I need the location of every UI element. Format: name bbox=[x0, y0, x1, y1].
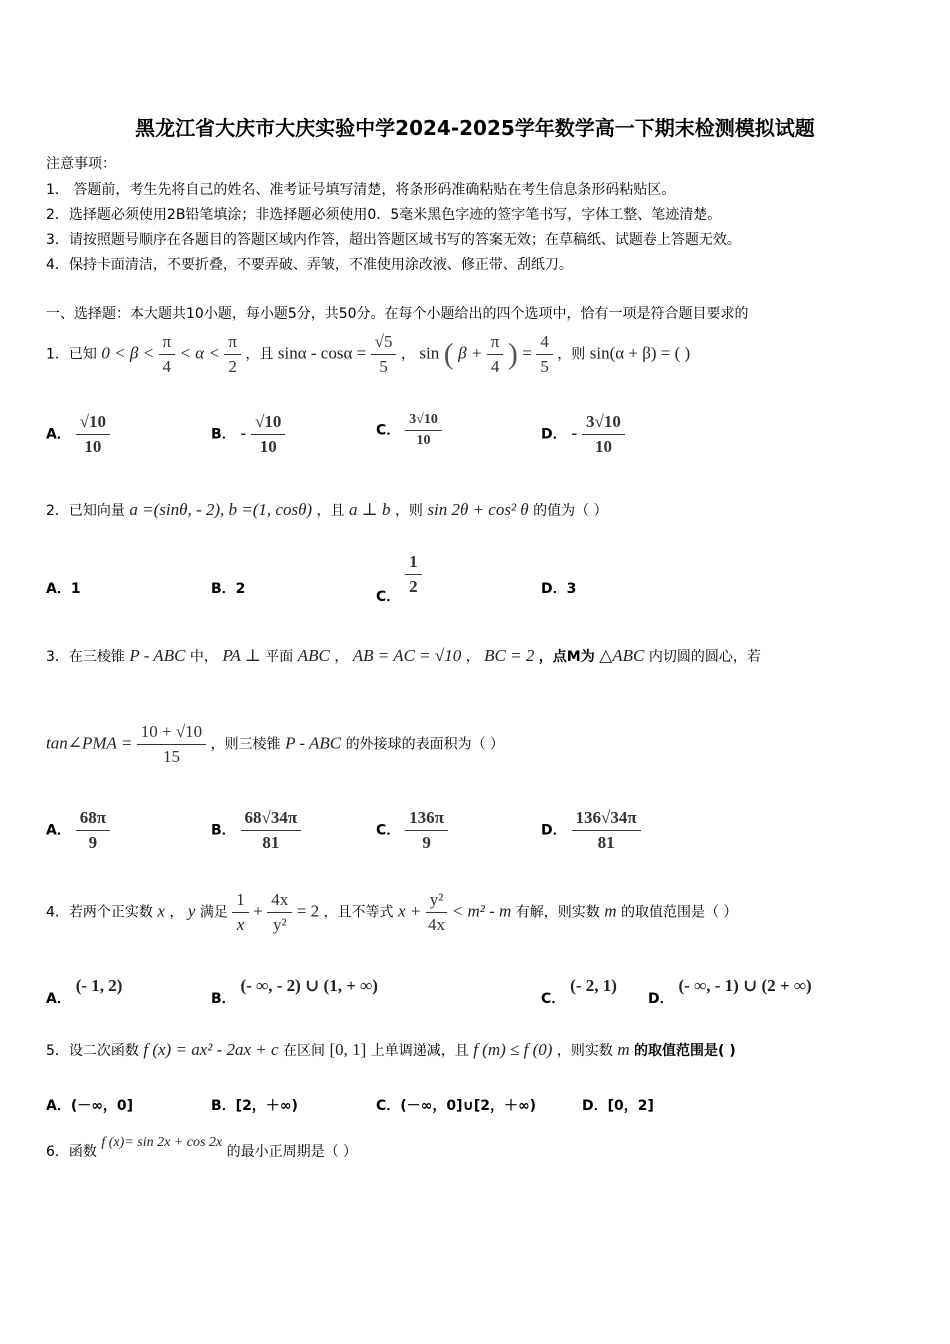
q3-bc: BC = 2 bbox=[484, 646, 535, 665]
q1-ask: sin(α + β) = ( ) bbox=[589, 343, 691, 363]
q4-option-d: D． (- ∞, - 1) ∪ (2 + ∞) bbox=[648, 976, 812, 1007]
q1-and: ，且 bbox=[245, 346, 274, 363]
notice-item: 2．选择题必须使用2B铅笔填涂；非选择题必须使用0．5毫米黑色字迹的签字笔书写，字体工整、笔迹清楚。 bbox=[46, 207, 722, 223]
notice-heading: 注意事项： bbox=[46, 156, 116, 172]
q3-option-c: C． $\frac{136\pi}{9}$ bbox=[376, 808, 448, 853]
q1-sin: sin bbox=[419, 343, 440, 363]
page-title: 黑龙江省大庆市大庆实验中学2024-2025学年数学高一下期末检测模拟试题 bbox=[135, 116, 815, 140]
q2-expression: sin 2θ + cos² θ bbox=[427, 500, 529, 519]
q1-alpha-range: < α < bbox=[179, 343, 220, 363]
q4-option-b: B． (- ∞, - 2) ∪ (1, + ∞) bbox=[211, 976, 378, 1007]
question-4: 4．若两个正实数 x ， y 满足 $\frac{1}{x}$ + $\frac{4x}{\text{y²}}$ = 2 ，且不等式 x + $\frac{\text{y²}}{4x}$ < m² - m 有解，则实数 m 的取值范围是（ ） bbox=[46, 890, 738, 934]
q1-option-d: D． - $\frac{3√10}{10}$ bbox=[541, 412, 625, 457]
q1-frac-pi2: $\frac{\pi}{2}$ bbox=[224, 332, 241, 377]
q1-then: ，则 bbox=[557, 346, 586, 363]
question-1: 1．已知 0 < β < $\frac{\pi}{4}$ < α < $\frac{\pi}{2}$ ，且 sinα - cosα = $\frac{√5}{5}$ ， sin ( β + $\frac{\pi}{4}$ ) = $\frac{4}{5}$ ，则 sin(α + β) = ( ) bbox=[46, 332, 691, 376]
q1-comma: ， bbox=[400, 346, 415, 363]
q1-frac-root5: $\frac{√5}{5}$ bbox=[371, 332, 397, 377]
q1-label: 1．已知 bbox=[46, 346, 97, 363]
q2-option-c: C． $\frac{1}{2}$ bbox=[376, 552, 422, 597]
q5-option-d: D．[0，2] bbox=[582, 1098, 654, 1114]
q2-option-a: A．1 bbox=[46, 581, 81, 597]
q1-frac-pi4: $\frac{\pi}{4}$ bbox=[159, 332, 176, 377]
q2-option-b: B．2 bbox=[211, 581, 246, 597]
question-6: 6．函数 f (x)= sin 2x + cos 2x 的最小正周期是（ ） bbox=[46, 1135, 358, 1160]
question-3: 3．在三棱锥 P - ABC 中， PA ⊥ 平面 ABC ， AB = AC = √10 ， BC = 2 ，点M为 △ABC 内切圆的圆心，若 bbox=[46, 646, 761, 665]
section-heading: 一、选择题：本大题共10小题，每小题5分，共50分。在每个小题给出的四个选项中，恰有一项是符合题目要求的 bbox=[46, 306, 749, 322]
q5-option-b: B．[2，＋∞) bbox=[211, 1098, 298, 1114]
q1-sincos: sinα - cosα = bbox=[277, 343, 367, 363]
q1-equals: = bbox=[522, 343, 532, 363]
q1-condition: 0 < β < bbox=[101, 343, 155, 363]
notice-item: 1． 答题前，考生先将自己的姓名、准考证号填写清楚，将条形码准确粘贴在考生信息条形码粘贴区。 bbox=[46, 182, 676, 198]
q3-option-b: B． $\frac{68√34\pi}{81}$ bbox=[211, 808, 301, 853]
q3-pyramid: P - ABC bbox=[129, 646, 186, 665]
q3-tan: tan∠PMA = bbox=[46, 733, 133, 753]
q2-perp: a ⊥ b bbox=[348, 500, 391, 519]
q3-pa-perp: PA ⊥ bbox=[222, 646, 261, 665]
question-3-cont: tan∠PMA = $\frac{10 + √10}{15}$ ，则三棱锥 P - ABC 的外接球的表面积为（ ） bbox=[46, 722, 505, 766]
notice-item: 3．请按照题号顺序在各题目的答题区域内作答，超出答题区域书写的答案无效；在草稿纸、试题卷上答题无效。 bbox=[46, 232, 741, 248]
q3-option-a: A． $\frac{68\pi}{9}$ bbox=[46, 808, 110, 853]
q2-option-d: D．3 bbox=[541, 581, 577, 597]
q3-triangle: △ABC bbox=[599, 646, 645, 665]
q4-option-c: C． (- 2, 1) bbox=[541, 976, 617, 1007]
q1-frac-pi4b: $\frac{\pi}{4}$ bbox=[487, 332, 504, 377]
q3-option-d: D． $\frac{136√34\pi}{81}$ bbox=[541, 808, 641, 853]
q1-option-c: C． $\frac{3√10}{10}$ bbox=[376, 412, 442, 449]
q4-option-a: A． (- 1, 2) bbox=[46, 976, 123, 1007]
q1-option-a: A． $\frac{√10}{10}$ bbox=[46, 412, 110, 457]
question-5: 5．设二次函数 f (x) = ax² - 2ax + c 在区间 [0, 1] 上单调递减，且 f (m) ≤ f (0) ，则实数 m 的取值范围是( ) bbox=[46, 1040, 736, 1059]
q5-option-a: A．(－∞，0] bbox=[46, 1098, 134, 1114]
q1-beta-plus: β + bbox=[458, 343, 483, 363]
q5-option-c: C．(－∞，0]∪[2，＋∞) bbox=[376, 1098, 537, 1114]
q1-frac-45: $\frac{4}{5}$ bbox=[536, 332, 553, 377]
q2-vectors: a =(sinθ, - 2), b =(1, cosθ) bbox=[129, 500, 313, 519]
q3-plane: ABC bbox=[297, 646, 330, 665]
q3-ab-ac: AB = AC = √10 bbox=[352, 646, 462, 665]
q1-option-b: B． - $\frac{√10}{10}$ bbox=[211, 412, 285, 457]
notice-item: 4．保持卡面清洁，不要折叠，不要弄破、弄皱，不准使用涂改液、修正带、刮纸刀。 bbox=[46, 257, 573, 273]
question-2: 2．已知向量 a =(sinθ, - 2), b =(1, cosθ) ，且 a ⊥ b ，则 sin 2θ + cos² θ 的值为（ ） bbox=[46, 500, 608, 519]
